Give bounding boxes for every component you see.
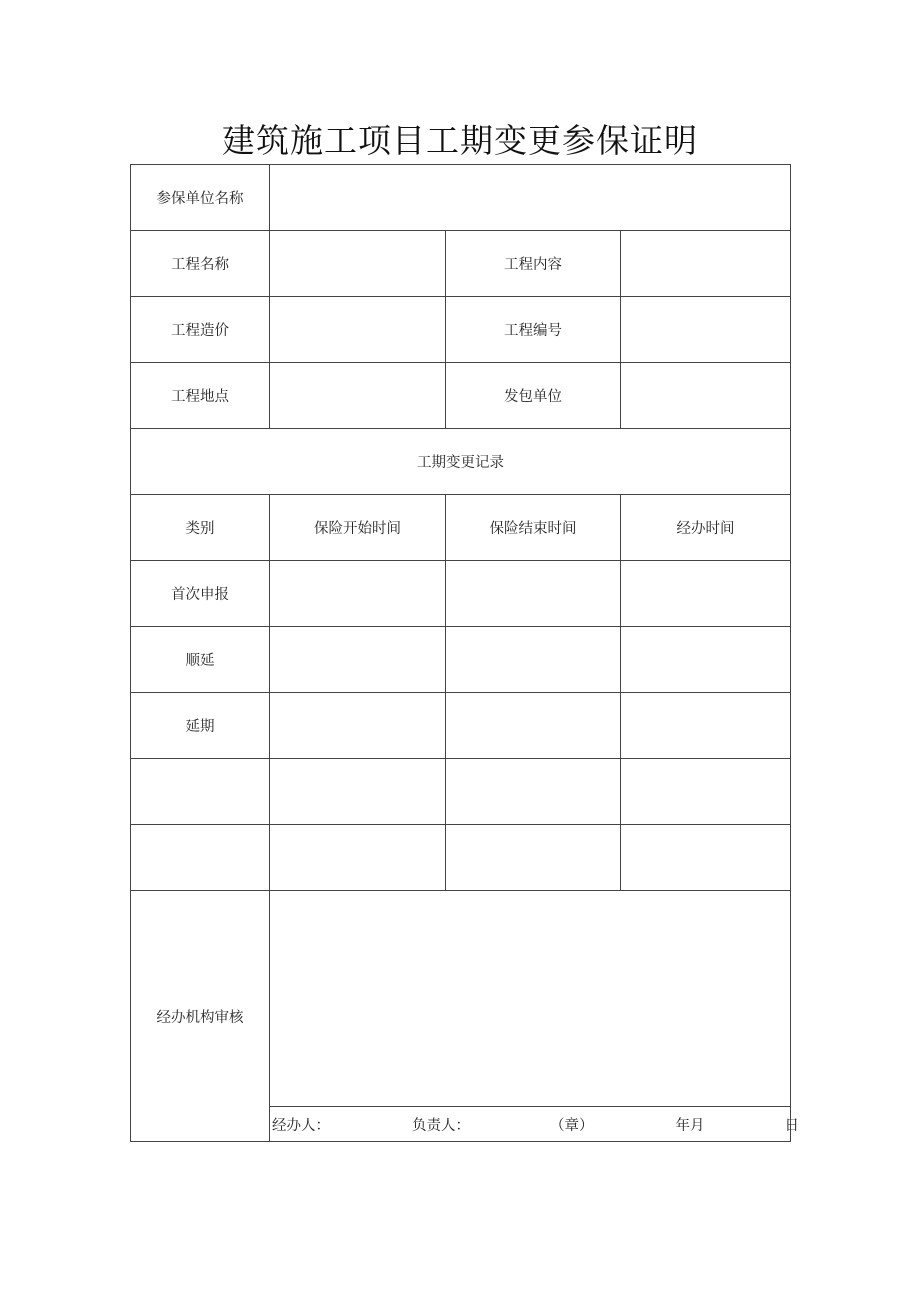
insurance-start-cell[interactable] — [270, 561, 446, 627]
insured-unit-name-value[interactable] — [270, 165, 791, 231]
insurance-end-cell[interactable] — [446, 627, 621, 693]
review-row — [131, 891, 791, 1107]
handling-time-cell[interactable] — [621, 693, 791, 759]
table-row — [131, 693, 791, 759]
insurance-start-cell[interactable] — [270, 693, 446, 759]
project-name-label: 工程名称 — [131, 231, 270, 297]
project-number-value[interactable] — [621, 297, 791, 363]
handling-time-cell[interactable] — [621, 627, 791, 693]
change-record-heading-row — [131, 429, 791, 495]
project-cost-row — [131, 297, 791, 363]
insurance-end-cell[interactable] — [446, 561, 621, 627]
project-content-label: 工程内容 — [446, 231, 621, 297]
row-category: 顺延 — [131, 627, 270, 693]
responsible-person-label: 负责人： — [412, 1117, 470, 1134]
project-number-label: 工程编号 — [446, 297, 621, 363]
handling-time-cell[interactable] — [621, 825, 791, 891]
project-location-value[interactable] — [270, 363, 446, 429]
signature-cell — [270, 1107, 799, 1142]
page-title: 建筑施工项目工期变更参保证明 — [222, 121, 698, 160]
review-label: 经办机构审核 — [131, 891, 270, 1142]
year-month-label: 年月 — [675, 1117, 705, 1134]
row-category: 首次申报 — [131, 561, 270, 627]
insurance-start-cell[interactable] — [270, 825, 446, 891]
row-category: 延期 — [131, 693, 270, 759]
handling-time-cell[interactable] — [621, 561, 791, 627]
contracting-unit-value[interactable] — [621, 363, 791, 429]
table-row — [131, 759, 791, 825]
table-row — [131, 561, 791, 627]
insured-unit-name-label: 参保单位名称 — [131, 165, 270, 231]
insurance-end-cell[interactable] — [446, 825, 621, 891]
project-cost-value[interactable] — [270, 297, 446, 363]
insurance-certificate-form — [130, 164, 799, 1142]
column-header-category: 类别 — [131, 495, 270, 561]
insured-unit-row — [131, 165, 791, 231]
insurance-start-cell[interactable] — [270, 759, 446, 825]
row-category[interactable] — [131, 759, 270, 825]
table-row — [131, 825, 791, 891]
project-content-value[interactable] — [621, 231, 791, 297]
change-record-heading: 工期变更记录 — [131, 429, 791, 495]
review-comment-area[interactable] — [270, 891, 791, 1107]
project-name-row — [131, 231, 791, 297]
project-location-row — [131, 363, 791, 429]
seal-label: （章） — [550, 1117, 594, 1134]
handler-label: 经办人： — [272, 1117, 330, 1134]
row-category[interactable] — [131, 825, 270, 891]
project-cost-label: 工程造价 — [131, 297, 270, 363]
project-location-label: 工程地点 — [131, 363, 270, 429]
table-row — [131, 627, 791, 693]
project-name-value[interactable] — [270, 231, 446, 297]
column-header-handling-time: 经办时间 — [621, 495, 791, 561]
insurance-start-cell[interactable] — [270, 627, 446, 693]
column-header-insurance-end: 保险结束时间 — [446, 495, 621, 561]
insurance-end-cell[interactable] — [446, 693, 621, 759]
signature-line — [270, 1107, 799, 1141]
change-record-header-row — [131, 495, 791, 561]
column-header-insurance-start: 保险开始时间 — [270, 495, 446, 561]
contracting-unit-label: 发包单位 — [446, 363, 621, 429]
day-label: 日 — [784, 1117, 799, 1134]
handling-time-cell[interactable] — [621, 759, 791, 825]
insurance-end-cell[interactable] — [446, 759, 621, 825]
